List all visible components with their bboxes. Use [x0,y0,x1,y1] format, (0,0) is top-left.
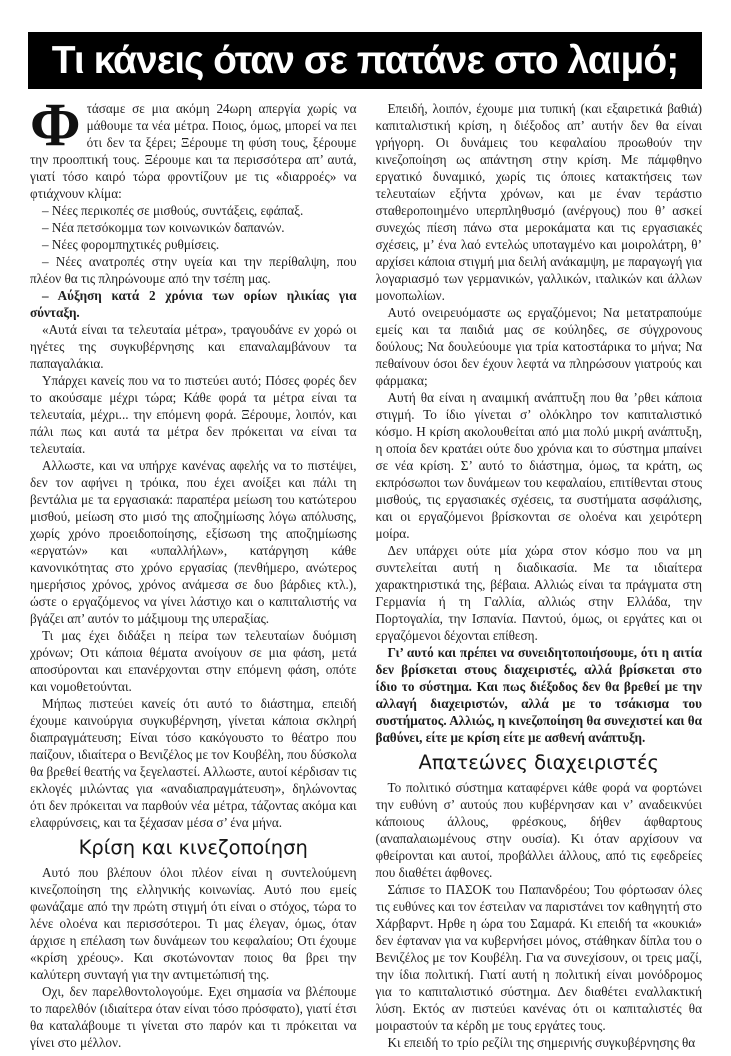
paragraph: Κι επειδή το τρίο ρεζίλι της σημερινής συγκυβέρνησης θα [387,1035,696,1050]
paragraph: Υπάρχει κανείς που να το πιστεύει αυτό; Πόσες φορές δεν το ακούσαμε μέχρι τώρα; Κάθε φορά τα μέτρα είναι τα τελευταία, μέχρι... την επόμενη φορά. Ξέρουμε, λοιπόν, και πάλι πως και αυτά τα μέτρα δεν πρόκειται να είναι τα τελευταία. [30,373,357,456]
paragraph: Επειδή, λοιπόν, έχουμε μια τυπική (και εξαιρετικά βαθιά) καπιταλιστική κρίση, η διέξοδος απ’ αυτήν δεν θα είναι γρήγορη. Οι δυνάμεις του κεφαλαίου προωθούν την κινεζοποίηση ως απάντηση στην κρίση. Με πάμφθηνο εργατικό δυναμικό, χωρίς τις όποιες κατακτήσεις των τελευταίων εξήντα χρόνων, και με έναν τεράστιο σταθεροποιημένο υπερπληθυσμό (ανέργους) που θ’ ασκεί συνεχώς πίεση πάνω στα μεροκάματα και τις εργασιακές σχέσεις, μ’ ένα λαό εντελώς υποταγμένο και μοιρολάτρη, θ’ αρχίσει κάποια στιγμή μια δειλή ανάκαμψη, με παραγωγή για λογαριασμό των γερμανικών, γαλλικών, ιταλικών και άλλων μονοπωλίων. [375,101,702,303]
bullet-item: – Νέες περικοπές σε μισθούς, συντάξεις, εφάπαξ. [42,203,304,218]
drop-cap-phi: Φ [30,92,81,159]
paragraph: Οχι, δεν παρελθοντολογούμε. Εχει σημασία να βλέπουμε το παρελθόν (ιδιαίτερα όταν είναι τόσο πρόσφατο), γιατί έτσι θα καταλάβουμε τι γίνεται στο παρόν και τι πρόκειται να γίνει στο μέλλον. [30,984,357,1050]
paragraph: Το πολιτικό σύστημα καταφέρνει κάθε φορά να φορτώνει την ευθύνη σ’ αυτούς που κυβέρνησαν και ν’ αναδεικνύει κάποιους άλλους, φρέσκους, δήθεν άφθαρτους (αναπαλαιωμένους στην ουσία). Κι όταν αρχίσουν να φθείρονται και αυτοί, προβάλλει άλλους, από τις εφεδρείες που διαθέτει άφθονες. [375,780,702,880]
paragraph: Αυτή θα είναι η αναιμική ανάπτυξη που θα ’ρθει κάποια στιγμή. Το ίδιο γίνεται σ’ ολόκληρο τον καπιταλιστικό κόσμο. Η κρίση ακολουθείται από μια πολύ μικρή ανάπτυξη, η οποία δεν κρατάει ούτε δυο χρόνια και το σύστημα μπαίνει σε νέα κρίση. Σ’ αυτό το διάστημα, όμως, τα κράτη, ως εκπρόσωποι των δυνάμεων του κεφαλαίου, επιτίθενται στους μισθούς, τις εργασιακές σχέσεις, τα συστήματα ασφάλισης, και οι εργαζόμενοι βρίσκονται σε ολοένα και χειρότερη μοίρα. [375,390,702,541]
paragraph-text: Εκτός αν πιστεύει κανένας ότι οι καπιταλιστές θα μοιραστούν τα κέρδη με τους εργάτες τους. [375,1001,702,1033]
paragraph-text-bold: αυτή η πολιτική είναι μονόδρομος για το καπιταλιστικό σύστημα. Δεν διαθέτει εναλλακτική λύση. [375,967,702,1016]
paragraph-emphasis: Γι’ αυτό και πρέπει να συνειδητοποιήσουμε, ότι η αιτία δεν βρίσκεται στους διαχειριστές, αλλά βρίσκεται στο ίδιο το σύστημα. Και πως διέξοδος δεν θα βρεθεί με την αλλαγή διαχειριστών, αλλά με το τσάκισμα του συστήματος. Αλλιώς, η κινεζοποίηση θα συνεχιστεί και θα βαθύνει, είτε με κρίση είτε με ασθενή ανάπτυξη. [375,645,702,745]
paragraph-text: τάσαμε σε μια ακόμη 24ωρη απεργία χωρίς να μάθουμε τα νέα μέτρα. Ποιος, όμως, μπορεί να πει ότι δεν τα ξέρει; Ξέρουμε τη φύση τους, ξέρουμε την προοπτική τους. Ξέρουμε και τα περισσότερα απ’ αυτά, γιατί τόσο καιρό τώρα φροντίζουν με τις «διαρροές» να φτιάχνουν κλίμα: [30,101,357,201]
section-heading-managers: Απατεώνες διαχειριστές [418,751,659,774]
column-right [376,100,703,1051]
title-banner [28,32,702,89]
paragraph: Αυτό που βλέπουν όλοι πλέον είναι η συντελούμενη κινεζοποίηση της ελληνικής κοινωνίας. Αυτό που εμείς φωνάζαμε από την πρώτη στιγμή ότι είναι ο στόχος, τώρα το λένε ολοένα και περισσότεροι. Τι μας έλεγαν, όμως, όταν άρχισε η επέλαση των δυνάμεων του κεφαλαίου; Οτι έχουμε «κρίση χρέους». Και σκοτώνονταν ποιος θα βρει την καλύτερη συνταγή για την αντιμετώπισή της. [30,865,357,982]
column-left [30,92,357,1051]
paragraph-intro [30,92,357,202]
paragraph: Τι μας έχει διδάξει η πείρα των τελευταίων δυόμιση χρόνων; Οτι κάποια θέματα ανοίγουν σε μια φάση, μετά αποσύρονται και επανέρχονται στην επόμενη φάση, οπότε και νομοθετούνται. [30,628,357,694]
bullet-item-bold: – Αύξηση κατά 2 χρόνια των ορίων ηλικίας για σύνταξη. [30,288,357,320]
bullet-item: – Νέα πετσόκομμα των κοινωνικών δαπανών. [42,220,285,235]
leaflet-page [0,32,731,1056]
bullet-item: – Νέες φορομπηχτικές ρυθμίσεις. [42,237,220,252]
paragraph: Αλλωστε, και να υπήρχε κανένας αφελής να το πιστέψει, δεν τον αφήνει η τρόικα, που έχει ανοίξει και πάλι τη βεντάλια με τα εργασιακά: παραπέρα μείωση του κατώτερου μισθού, μείωση στο μισό της αποζημίωσης λόγω απόλυσης, χωρίς χρόνο προειδοποίησης, εξίσωση της αποζημίωσης «εργατών» και «υπαλλήλων», κατάργηση κάθε κανονικότητας στο χρόνο εργασίας (πενθήμερο, ανώτερος ημερήσιος χρόνος, χρόνος ανάμεσα σε δυο βάρδιες κτλ.), ώστε ο εργαζόμενος να γίνει λάστιχο και ο καπιταλιστής να βγάζει απ’ αυτόν το μάξιμουμ της υπεραξίας. [30,458,357,626]
bullet-item: – Νέες ανατροπές στην υγεία και την περίθαλψη, που πλέον θα τις πληρώνουμε από την τσέπη μας. [30,254,357,286]
paragraph-text: Σάπισε το ΠΑΣΟΚ του Παπανδρέου; Του φόρτωσαν όλες τις ευθύνες και τον έστειλαν να παριστάνει τον καθηγητή στο Χάρβαρντ. Ηρθε η ώρα του Σαμαρά. Κι επειδή τα «κουκιά» δεν έφταναν για να κυβερνήσει μόνος, στάθηκαν δίπλα του ο Βενιζέλος με τον Κουβέλη. Για να συνεχίσουν, οι τρεις μαζί, την ίδια πολιτική. Γιατί [375,882,702,982]
article-columns [30,92,702,1051]
paragraph: Αυτό ονειρευόμαστε ως εργαζόμενοι; Να μετατραπούμε εμείς και τα παιδιά μας σε κούληδες, σε σύγχρονους δούλους; Να δουλεύουμε για τρία κατοστάρικα το μήνα; Να πεθαίνουν όσοι δεν έχουν λεφτά να πληρώσουν γιατρούς και φάρμακα; [375,305,702,388]
paragraph: Μήπως πιστεύει κανείς ότι αυτό το διάστημα, επειδή έχουμε καινούργια συγκυβέρνηση, γίνεται κάποια σκληρή διαπραγμάτευση; Είναι τόσο κακόγουστο το θέατρο που παίζουν, ιδιαίτερα ο Βενιζέλος με τον Κουβέλη, που δύσκολα θα βρεθεί θεατής να ξεγελαστεί. Αλλωστε, αυτοί κέρδισαν τις εκλογές μιλώντας για «αναδιαπραγμάτευση», δηλώνοντας ότι δεν πρόκειται να παρθούν νέα μέτρα, τάζοντας ακόμα και ελαφρύνσεις, και τα ξέχασαν μέσα σ’ ένα μήνα. [30,696,357,830]
paragraph: Δεν υπάρχει ούτε μία χώρα στον κόσμο που να μη συντελείται αυτή η διαδικασία. Με τα ιδιαίτερα χαρακτηριστικά της, βέβαια. Αλλιώς είναι τα πράγματα στη Γερμανία ή τη Γαλλία, αλλιώς στην Ελλάδα, την Πορτογαλία, την Ισπανία. Παντού, όμως, οι εργάτες και οι εργαζόμενοι δέχονται επίθεση. [375,543,702,643]
section-heading-crisis: Κρίση και κινεζοποίηση [78,836,308,859]
paragraph: «Αυτά είναι τα τελευταία μέτρα», τραγουδάνε εν χορώ οι ηγέτες της συγκυβέρνησης και επαναλαμβάνουν τα παπαγαλάκια. [30,322,357,371]
paragraph-mixed [376,881,703,1034]
page-title: Τι κάνεις όταν σε πατάνε στο λαιμό; [51,39,679,82]
